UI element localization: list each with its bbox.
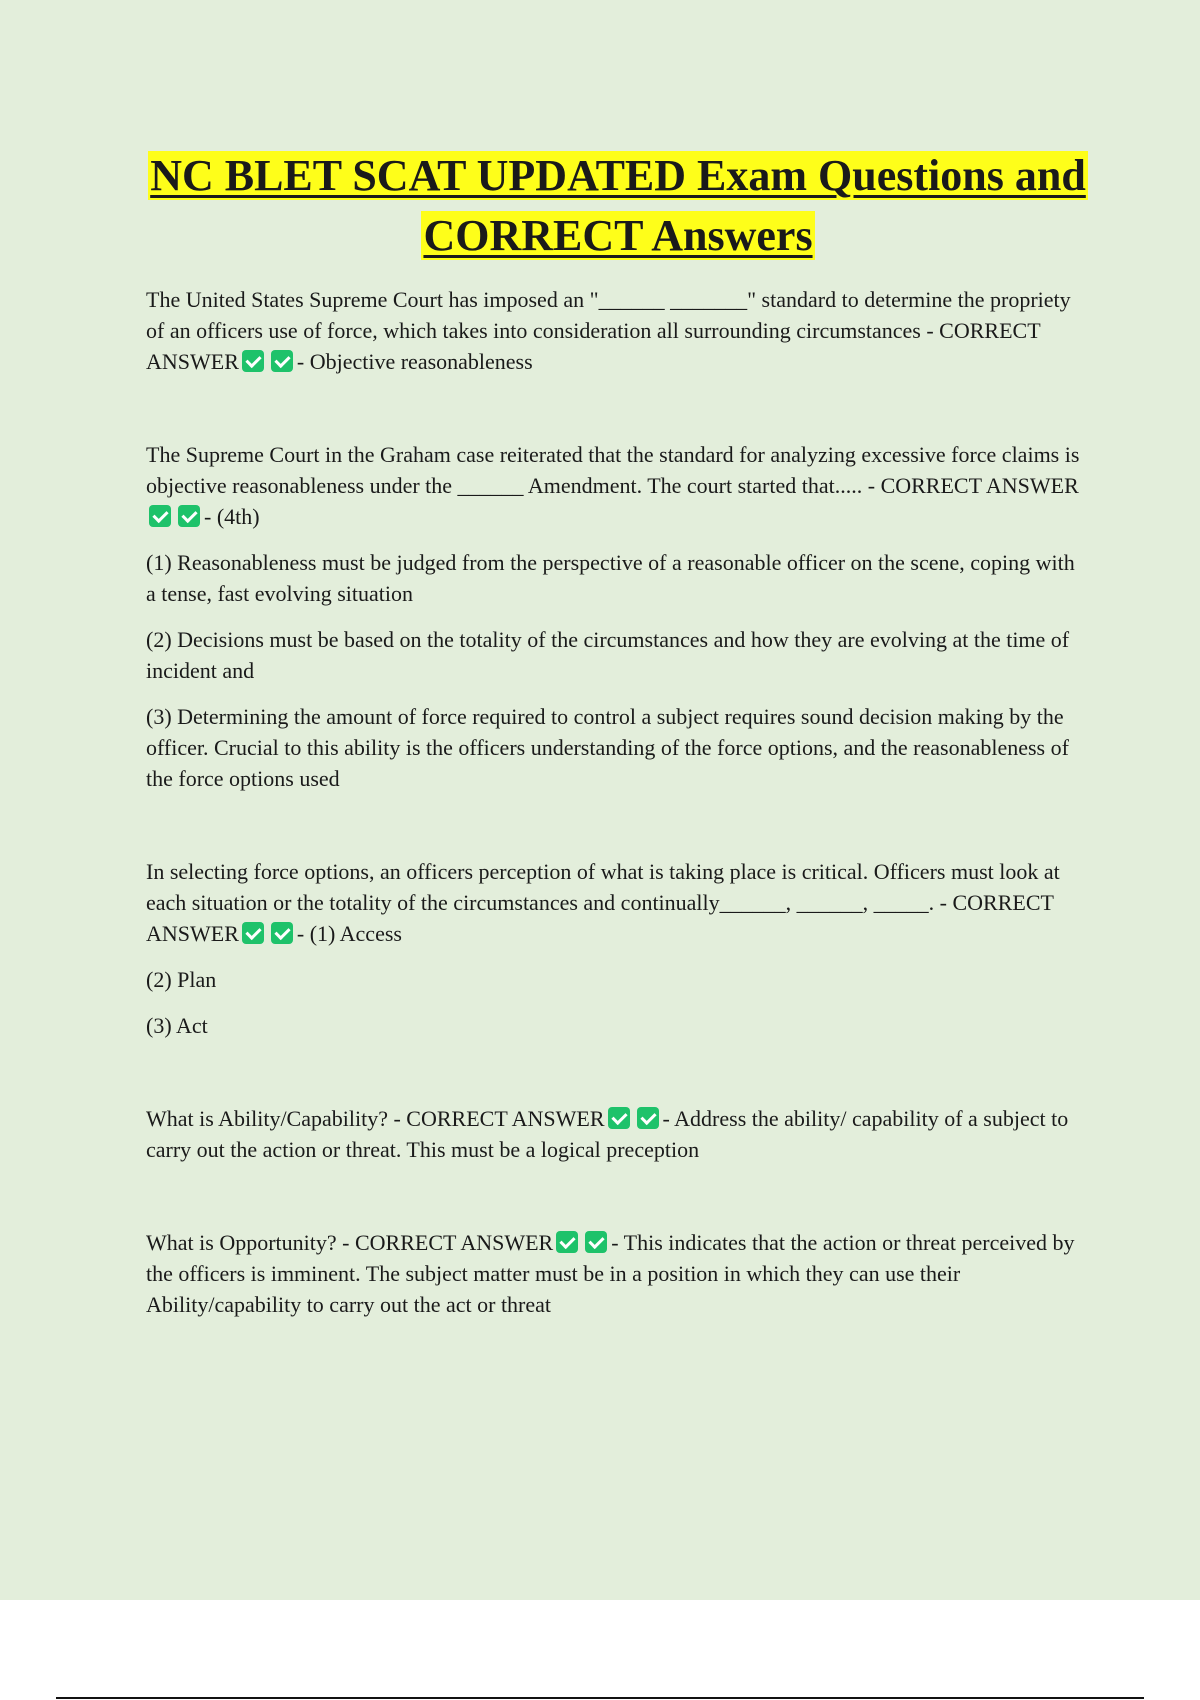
check-mark-icon <box>242 922 264 944</box>
answer-detail: (1) Reasonableness must be judged from the perspective of a reasonable officer on the scene, coping with a tense, fast evolving situation <box>146 550 1075 606</box>
question-text: The United States Supreme Court has imposed an "______ _______" standard to determine the propriety of an officers use of force, which takes into consideration all surrounding circumstances - <box>146 287 1071 343</box>
answer-text: - Objective reasonableness <box>296 349 533 374</box>
answer-detail: (3) Determining the amount of force required to control a subject requires sound decision making by the officer. Crucial to this ability is the officers understanding of the force options, and the reasonableness of the force options used <box>146 704 1069 791</box>
check-mark-icon <box>637 1107 659 1129</box>
qa-question <box>146 439 1090 532</box>
correct-answer-label: CORRECT ANSWER <box>880 473 1079 498</box>
answer-text: - This indicates that the action or threat perceived by the officers is imminent. The subject matter must be in a position in which they can use their Ability/capability to carry out the act or threat <box>146 1230 1075 1317</box>
check-mark-icon <box>178 505 200 527</box>
question-text: What is Opportunity? - <box>146 1230 355 1255</box>
qa-item <box>146 1227 1090 1320</box>
qa-question <box>146 1227 1090 1320</box>
answer-detail: (2) Plan <box>146 967 217 992</box>
answer-text: - (4th) <box>204 504 260 529</box>
qa-list <box>146 284 1090 1320</box>
qa-item <box>146 439 1090 794</box>
question-text: The Supreme Court in the Graham case reiterated that the standard for analyzing excessive force claims is objective reasonableness under the ______ Amendment. The court started that..... - <box>146 442 1080 498</box>
question-text: What is Ability/Capability? - <box>146 1106 407 1131</box>
question-text: In selecting force options, an officers perception of what is taking place is critical. Officers must look at each situation or the totality of the circumstances and continually______, ______, _____. - <box>146 859 1060 915</box>
qa-question <box>146 284 1090 377</box>
answer-text: - (1) Access <box>296 921 402 946</box>
document-title <box>146 146 1090 266</box>
qa-item <box>146 1103 1090 1165</box>
answer-text: - Address the ability/ capability of a subject to carry out the action or threat. This must be a logical preception <box>146 1106 1069 1162</box>
check-mark-icon <box>242 350 264 372</box>
check-mark-icon <box>271 350 293 372</box>
check-mark-icon <box>608 1107 630 1129</box>
qa-question <box>146 1103 1090 1165</box>
qa-item <box>146 856 1090 1041</box>
correct-answer-label: CORRECT ANSWER <box>146 318 1041 374</box>
footer-divider <box>56 1697 1144 1699</box>
check-mark-icon <box>556 1231 578 1253</box>
answer-detail: (3) Act <box>146 1013 208 1038</box>
check-mark-icon <box>585 1231 607 1253</box>
document-title-text: NC BLET SCAT UPDATED Exam Questions and CORRECT Answers <box>150 151 1086 260</box>
check-mark-icon <box>149 505 171 527</box>
document-body <box>146 146 1090 1320</box>
correct-answer-label: CORRECT ANSWER <box>146 890 1054 946</box>
qa-item <box>146 284 1090 377</box>
answer-detail: (2) Decisions must be based on the totality of the circumstances and how they are evolving at the time of incident and <box>146 627 1070 683</box>
correct-answer-label: CORRECT ANSWER <box>354 1230 554 1255</box>
qa-question <box>146 856 1090 949</box>
check-mark-icon <box>271 922 293 944</box>
correct-answer-label: CORRECT ANSWER <box>406 1106 605 1131</box>
